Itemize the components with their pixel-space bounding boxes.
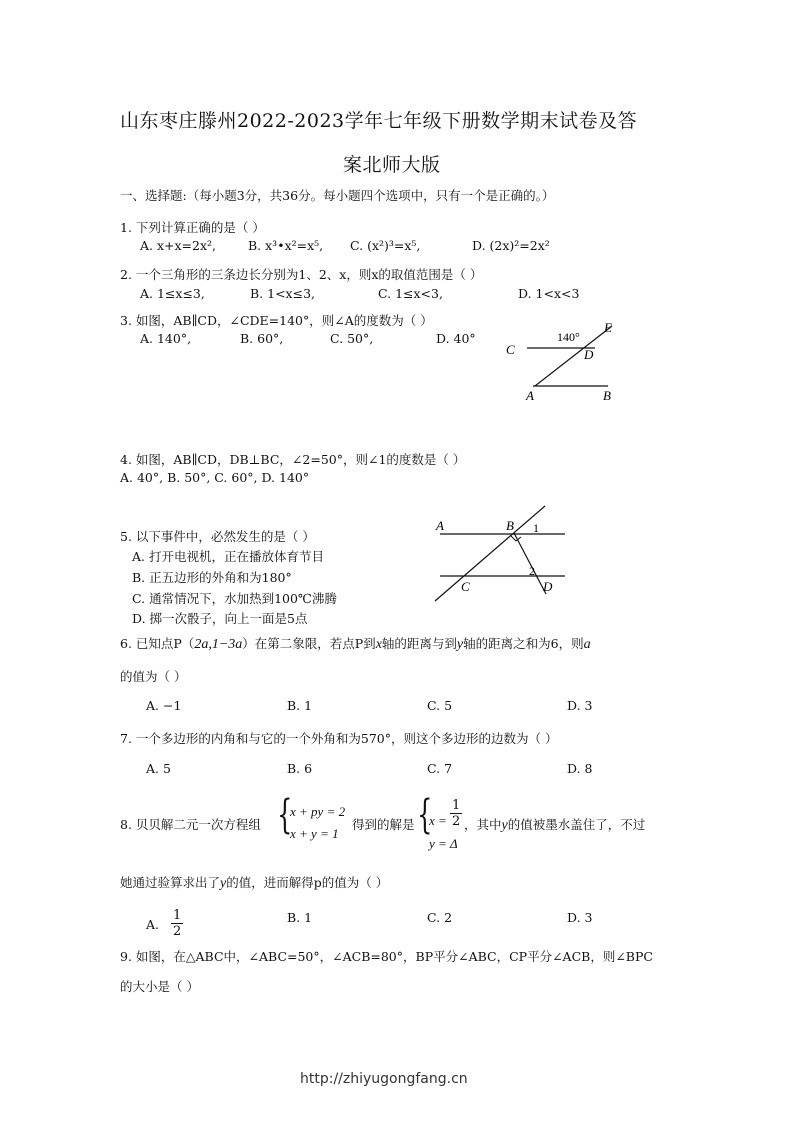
- equation-2: x + y = 1: [290, 826, 339, 841]
- point-a-label: A: [436, 518, 444, 533]
- point-b-label: B: [506, 518, 514, 533]
- question-8-stem-pre: 8. 贝贝解二元一次方程组: [120, 817, 261, 832]
- question-3-option-b: B. 60°,: [240, 331, 284, 346]
- point-e-label: E: [604, 320, 612, 335]
- question-1-stem: 1. 下列计算正确的是（ ）: [120, 220, 265, 235]
- question-5-stem: 5. 以下事件中，必然发生的是（ ）: [120, 529, 315, 544]
- point-a-label: A: [526, 388, 534, 403]
- angle-1-label: 1: [533, 521, 539, 535]
- question-2-option-a: A. 1≤x≤3,: [140, 286, 205, 301]
- question-2-stem: 2. 一个三角形的三条边长分别为1、2、x，则x的取值范围是（ ）: [120, 267, 483, 282]
- question-7-option-b: B. 6: [287, 761, 313, 776]
- question-9-stem-line2: 的大小是（ ）: [120, 979, 199, 994]
- point-d-label: D: [543, 579, 553, 594]
- question-6-option-b: B. 1: [287, 698, 313, 713]
- question-3-option-c: C. 50°,: [330, 331, 374, 346]
- left-brace-icon: {: [417, 792, 433, 838]
- question-2-option-d: D. 1<x<3: [518, 286, 580, 301]
- question-8-option-a: A. $\frac{1}{2}$: [146, 908, 182, 939]
- question-5-option-b: B. 正五边形的外角和为180°: [132, 570, 292, 585]
- question-8-option-b: B. 1: [287, 910, 313, 925]
- question-3-figure: [500, 318, 630, 408]
- question-6-stem: 6. 已知点P（2a,1−3a）在第二象限，若点P到x轴的距离与到y轴的距离之和为6，则a: [120, 636, 591, 652]
- question-5-option-c: C. 通常情况下，水加热到100℃沸腾: [132, 591, 337, 606]
- document-title-line1: 山东枣庄滕州2022-2023学年七年级下册数学期末试卷及答: [120, 110, 638, 132]
- point-c-label: C: [461, 579, 470, 594]
- question-4-stem: 4. 如图，AB∥CD，DB⊥BC，∠2=50°，则∠1的度数是（ ）: [120, 452, 466, 467]
- question-3-option-d: D. 40°: [436, 331, 476, 346]
- question-7-option-d: D. 8: [567, 761, 593, 776]
- footer-url[interactable]: http://zhiyugongfang.cn: [300, 1071, 468, 1087]
- solution-y: y = Δ: [429, 836, 458, 851]
- point-b-label: B: [603, 388, 611, 403]
- question-6-option-d: D. 3: [567, 698, 593, 713]
- question-1-option-b: B. x³•x²=x⁵,: [248, 238, 324, 253]
- equation-1: x + py = 2: [290, 804, 346, 819]
- solution-x-fraction: $\frac{1}{2}$: [452, 798, 461, 829]
- section-heading: 一、选择题:（每小题3分，共36分。每小题四个选项中，只有一个是正确的。）: [120, 188, 555, 203]
- question-4-options: A. 40°, B. 50°, C. 60°, D. 140°: [120, 470, 310, 485]
- question-6-stem-line2: 的值为（ ）: [120, 669, 187, 684]
- question-8-option-d: D. 3: [567, 910, 593, 925]
- left-brace-icon: {: [277, 792, 293, 838]
- question-2-option-c: C. 1≤x<3,: [378, 286, 443, 301]
- point-d-label: D: [584, 347, 594, 362]
- question-6-option-c: C. 5: [427, 698, 453, 713]
- point-p-coordinates: 2a,1−3a: [194, 637, 243, 652]
- question-5-option-a: A. 打开电视机，正在播放体育节目: [132, 549, 324, 564]
- question-3-stem: 3. 如图，AB∥CD，∠CDE=140°，则∠A的度数为（ ）: [120, 313, 433, 328]
- question-9-stem: 9. 如图，在△ABC中，∠ABC=50°，∠ACB=80°，BP平分∠ABC，CP平分∠ACB，则∠BPC: [120, 949, 653, 964]
- question-8-stem-post: ，其中y的值被墨水盖住了，不过: [464, 817, 646, 833]
- question-4-figure: [425, 500, 575, 605]
- angle-140-label: 140°: [557, 330, 580, 344]
- question-3-option-a: A. 140°,: [140, 331, 192, 346]
- document-title-line2: 案北师大版: [343, 154, 441, 176]
- question-7-stem: 7. 一个多边形的内角和与它的一个外角和为570°，则这个多边形的边数为（ ）: [120, 731, 558, 746]
- angle-2-label: 2: [529, 564, 535, 578]
- question-7-option-a: A. 5: [146, 761, 171, 776]
- question-7-option-c: C. 7: [427, 761, 453, 776]
- question-5-option-d: D. 掷一次骰子，向上一面是5点: [132, 611, 308, 626]
- question-8-stem-line2: 她通过验算求出了y的值，进而解得p的值为（ ）: [120, 875, 389, 891]
- question-1-option-a: A. x+x=2x²,: [140, 238, 217, 253]
- question-1-option-d: D. (2x)²=2x²: [472, 238, 550, 253]
- question-8-stem-mid: 得到的解是: [352, 817, 415, 832]
- point-c-label: C: [506, 342, 515, 357]
- question-6-option-a: A. −1: [146, 698, 182, 713]
- question-8-option-c: C. 2: [427, 910, 453, 925]
- question-2-option-b: B. 1<x≤3,: [250, 286, 316, 301]
- transversal-bc: [435, 506, 545, 601]
- question-1-option-c: C. (x²)³=x⁵,: [350, 238, 421, 253]
- solution-x-label: x =: [429, 813, 447, 828]
